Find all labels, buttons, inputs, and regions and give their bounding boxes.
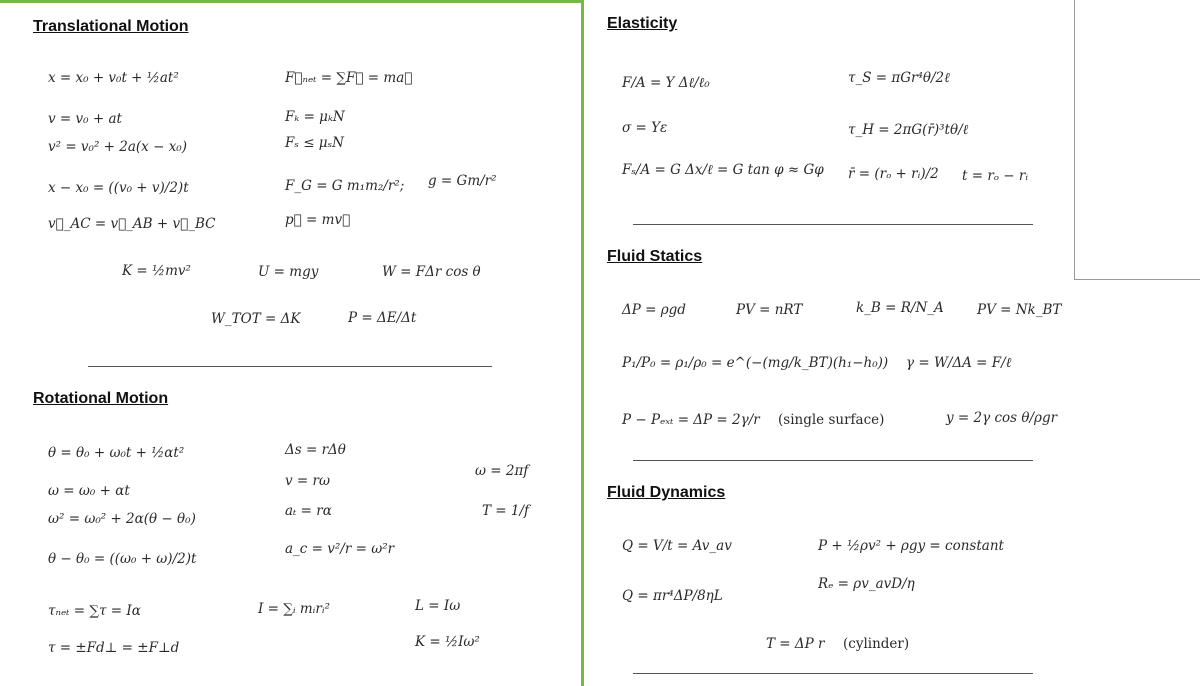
- equation-rotational-kinetic-energy: K = ½Iω²: [415, 634, 480, 650]
- equation-mean-radius: r̄ = (rₒ + rᵢ)/2: [848, 166, 939, 182]
- equation-angular-velocity-time: ω = ω₀ + αt: [48, 483, 130, 499]
- equation-potential-energy: U = mgy: [258, 264, 319, 280]
- equation-position-time: x = x₀ + v₀t + ½at²: [48, 70, 179, 86]
- section-divider: [633, 460, 1033, 461]
- equation-hydrostatic-pressure: ΔP = ρgd: [622, 302, 686, 318]
- equation-power: P = ΔE/Δt: [348, 310, 417, 326]
- equation-capillary-rise: y = 2γ cos θ/ρgr: [946, 410, 1058, 426]
- equation-torsion-solid: τ_S = πGr⁴θ/2ℓ: [848, 70, 950, 86]
- equation-tangential-acceleration: aₜ = rα: [285, 503, 332, 519]
- equation-angle-time: θ = θ₀ + ω₀t + ½αt²: [48, 445, 185, 461]
- section-heading-fluid-dynamics: Fluid Dynamics: [607, 484, 726, 501]
- equation-gravity-acceleration: g = Gm/r²: [428, 173, 497, 189]
- equation-newton-second-law: F⃗ₙₑₜ = ∑F⃗ = ma⃗: [285, 70, 413, 86]
- blank-side-box: [1074, 0, 1200, 280]
- equation-torsion-hollow: τ_H = 2πG(r̄)³tθ/ℓ: [848, 122, 969, 138]
- section-divider: [633, 224, 1033, 225]
- equation-velocity-time: v = v₀ + at: [48, 111, 122, 127]
- section-divider: [88, 366, 492, 367]
- equation-wall-tension: T = ΔP r: [766, 636, 825, 652]
- equation-youngs-modulus: F/A = Y Δℓ/ℓ₀: [622, 75, 710, 91]
- equation-surface-tension: γ = W/ΔA = F/ℓ: [906, 355, 1012, 371]
- equation-arc-length: Δs = rΔθ: [285, 442, 346, 458]
- equation-bernoulli: P + ½ρv² + ρgy = constant: [818, 538, 1004, 554]
- equation-angular-velocity-squared: ω² = ω₀² + 2α(θ − θ₀): [48, 511, 196, 527]
- equation-period: T = 1/f: [482, 503, 530, 519]
- equation-ideal-gas-law: PV = nRT: [736, 302, 803, 318]
- note-single-surface: (single surface): [778, 412, 885, 428]
- equation-laplace-pressure: P − Pₑₓₜ = ΔP = 2γ/r: [622, 412, 760, 428]
- equation-boltzmann-constant: k_B = R/N_A: [856, 300, 944, 316]
- section-divider: [633, 673, 1033, 674]
- equation-angular-displacement-average: θ − θ₀ = ((ω₀ + ω)/2)t: [48, 551, 197, 567]
- equation-kinetic-friction: Fₖ = μₖN: [285, 109, 345, 125]
- equation-angular-frequency: ω = 2πf: [475, 463, 529, 479]
- equation-stress-strain: σ = Yε: [622, 120, 668, 136]
- section-heading-translational: Translational Motion: [33, 18, 189, 35]
- equation-reynolds-number: Rₑ = ρv_avD/η: [818, 576, 915, 592]
- equation-displacement-average: x − x₀ = ((v₀ + v)/2)t: [48, 180, 189, 196]
- equation-flow-rate: Q = V/t = Av_av: [622, 538, 732, 554]
- equation-torque: τ = ±Fd⊥ = ±F⊥d: [48, 640, 180, 656]
- equation-centripetal-acceleration: a_c = v²/r = ω²r: [285, 541, 395, 557]
- equation-poiseuille: Q = πr⁴ΔP/8ηL: [622, 588, 723, 604]
- equation-kinetic-energy: K = ½mv²: [122, 263, 191, 279]
- equation-work-energy-theorem: W_TOT = ΔK: [211, 311, 301, 327]
- equation-velocity-squared: v² = v₀² + 2a(x − x₀): [48, 139, 187, 155]
- equation-tangential-velocity: v = rω: [285, 473, 330, 489]
- equation-wall-thickness: t = rₒ − rᵢ: [962, 168, 1029, 184]
- equation-gravitation: F_G = G m₁m₂/r²;: [285, 178, 405, 194]
- equation-moment-of-inertia: I = ∑ᵢ mᵢrᵢ²: [258, 601, 330, 617]
- equation-work: W = FΔr cos θ: [382, 264, 481, 280]
- section-heading-rotational: Rotational Motion: [33, 390, 169, 407]
- equation-relative-velocity: v⃗_AC = v⃗_AB + v⃗_BC: [48, 216, 216, 232]
- equation-net-torque: τₙₑₜ = ∑τ = Iα: [48, 603, 141, 619]
- equation-barometric: P₁/P₀ = ρ₁/ρ₀ = e^(−(mg/k_BT)(h₁−h₀)): [622, 355, 889, 371]
- equation-ideal-gas-molecular: PV = Nk_BT: [977, 302, 1062, 318]
- equation-angular-momentum: L = Iω: [415, 598, 461, 614]
- note-cylinder: (cylinder): [843, 636, 910, 652]
- section-heading-elasticity: Elasticity: [607, 15, 678, 32]
- equation-momentum: p⃗ = mv⃗: [285, 212, 351, 228]
- section-heading-fluid-statics: Fluid Statics: [607, 248, 703, 265]
- equation-static-friction: Fₛ ≤ μₛN: [285, 135, 344, 151]
- equation-shear-modulus: Fₛ/A = G Δx/ℓ = G tan φ ≈ Gφ: [622, 162, 824, 178]
- mechanics-panel: [0, 0, 584, 686]
